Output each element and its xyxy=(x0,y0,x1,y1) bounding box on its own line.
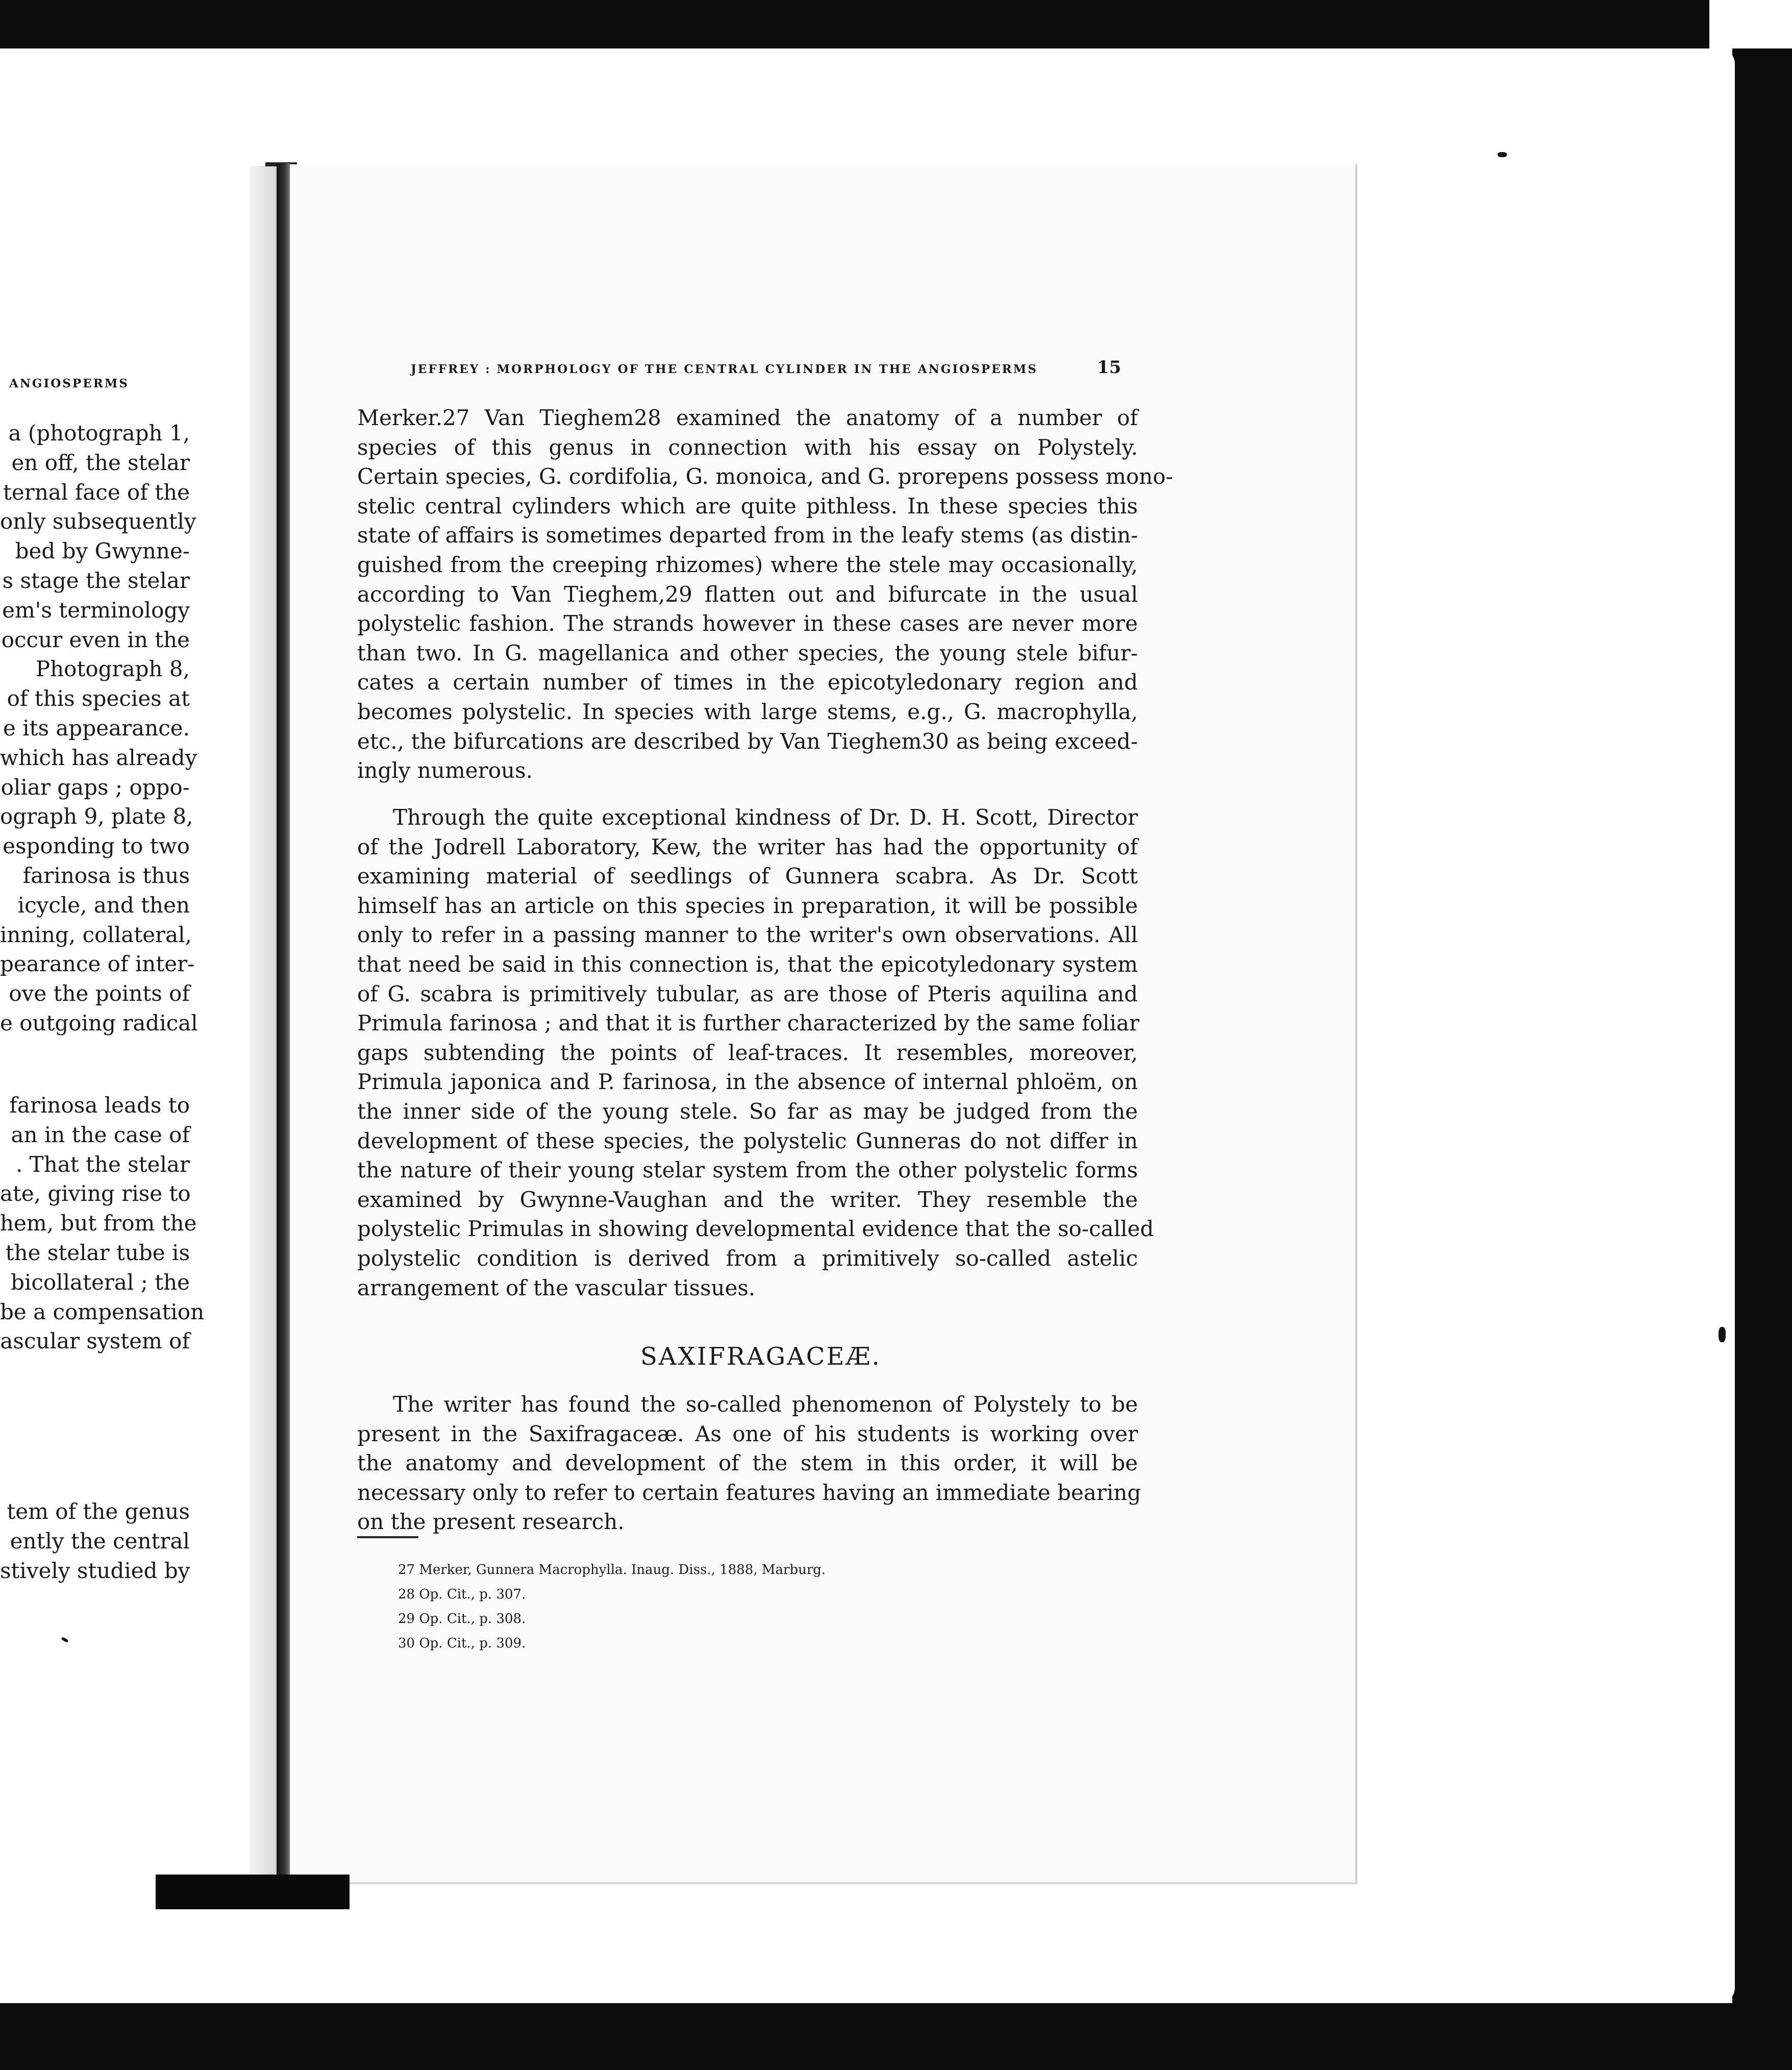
scan-border-top xyxy=(0,0,1709,48)
left-page-gutter-shadow xyxy=(250,166,277,1886)
dust-speck xyxy=(1719,1327,1726,1342)
text-line: inning, collateral, xyxy=(0,922,192,947)
text-line: tem of the genus xyxy=(7,1499,190,1524)
footnote: 30 Op. Cit., p. 309. xyxy=(398,1636,526,1651)
text-line: farinosa leads to xyxy=(9,1093,190,1118)
text-line: esponding to two xyxy=(3,833,190,859)
text-line: farinosa is thus xyxy=(22,862,190,888)
text-line: becomes polystelic. In species with large stems, e.g., G. macrophylla, xyxy=(357,699,1138,724)
text-line: of this species at xyxy=(7,686,190,711)
page-number: 15 xyxy=(1097,357,1122,378)
text-line: only to refer in a passing manner to the writer's own observations. All xyxy=(357,922,1138,948)
text-line: of G. scabra is primitively tubular, as are those of Pteris aquilina and xyxy=(357,981,1138,1006)
footnote: 29 Op. Cit., p. 308. xyxy=(398,1611,526,1627)
text-line: which has already xyxy=(0,745,197,770)
left-running-head: ANGIOSPERMS xyxy=(9,377,129,390)
text-line: the stelar tube is xyxy=(5,1240,190,1265)
text-line: . That the stelar xyxy=(15,1151,190,1177)
scan-target-block xyxy=(156,1875,350,1909)
text-line: Certain species, G. cordifolia, G. monoica, and G. prorepens possess mono- xyxy=(357,464,1173,489)
text-line: examined by Gwynne-Vaughan and the writer. They resemble the xyxy=(357,1187,1138,1212)
text-line: Primula farinosa ; and that it is further characterized by the same foliar xyxy=(357,1011,1139,1036)
dust-speck xyxy=(1498,152,1507,157)
text-line: development of these species, the polystelic Gunneras do not differ in xyxy=(357,1128,1138,1153)
left-text-block-2 xyxy=(0,1091,205,1356)
text-line: occur even in the xyxy=(1,627,190,652)
text-line: ascular system of xyxy=(0,1328,190,1354)
text-line: than two. In G. magellanica and other species, the young stele bifur- xyxy=(357,640,1138,666)
text-line: Merker.27 Van Tieghem28 examined the anatomy of a number of xyxy=(357,405,1138,430)
left-text-block-3 xyxy=(0,1497,190,1585)
text-line: The writer has found the so-called phenomenon of Polystely to be xyxy=(393,1392,1138,1417)
text-line: ograph 9, plate 8, xyxy=(0,804,193,829)
text-line: oliar gaps ; oppo- xyxy=(1,774,190,800)
text-line: arrangement of the vascular tissues. xyxy=(357,1275,756,1300)
text-line: examining material of seedlings of Gunnera scabra. As Dr. Scott xyxy=(357,864,1138,889)
text-line: polystelic fashion. The strands however in these cases are never more xyxy=(357,611,1138,636)
text-line: polystelic condition is derived from a primitively so-called astelic xyxy=(357,1245,1138,1271)
text-line: be a compensation xyxy=(0,1299,205,1324)
text-line: the anatomy and development of the stem in this order, it will be xyxy=(357,1450,1138,1476)
text-line: species of this genus in connection with his essay on Polystely. xyxy=(357,434,1138,460)
text-line: pearance of inter- xyxy=(0,951,195,977)
footnote: 28 Op. Cit., p. 307. xyxy=(398,1587,526,1602)
text-line: Through the quite exceptional kindness of Dr. D. H. Scott, Director xyxy=(393,805,1138,830)
text-line: etc., the bifurcations are described by Van Tieghem30 as being exceed- xyxy=(357,728,1138,754)
text-line: em's terminology xyxy=(2,597,190,623)
footnote-rule xyxy=(357,1536,418,1538)
text-line: the nature of their young stelar system from the other polystelic forms xyxy=(357,1157,1138,1183)
text-line: bicollateral ; the xyxy=(11,1269,190,1295)
text-line: guished from the creeping rhizomes) where the stele may occasionally, xyxy=(357,552,1138,577)
text-line: that need be said in this connection is, that the epicotyledonary system xyxy=(357,951,1138,977)
text-line: a (photograph 1, xyxy=(8,421,190,446)
text-line: e its appearance. xyxy=(3,715,190,741)
text-line: on the present research. xyxy=(357,1509,625,1535)
book-spine xyxy=(277,163,290,1893)
text-line: ove the points of xyxy=(9,981,190,1006)
text-line: according to Van Tieghem,29 flatten out and bifurcate in the usual xyxy=(357,581,1138,607)
text-line: stelic central cylinders which are quite pithless. In these species this xyxy=(357,493,1138,519)
section-heading: SAXIFRAGACEÆ. xyxy=(640,1342,881,1371)
paragraph-2 xyxy=(357,803,1154,1302)
text-line: e outgoing radical xyxy=(0,1010,198,1036)
text-line: present in the Saxifragaceæ. As one of his students is working over xyxy=(357,1421,1138,1446)
text-line: ently the central xyxy=(10,1528,190,1554)
running-head: JEFFREY : MORPHOLOGY OF THE CENTRAL CYLINDER IN THE ANGIOSPERMS xyxy=(411,362,1038,376)
text-line: himself has an article on this species in preparation, it will be possible xyxy=(357,893,1138,918)
text-line: gaps subtending the points of leaf-traces. It resembles, moreover, xyxy=(357,1040,1138,1065)
text-line: stively studied by xyxy=(0,1558,190,1583)
text-line: ingly numerous. xyxy=(357,758,533,783)
scan-border-bottom xyxy=(0,2003,1792,2070)
paragraph-1 xyxy=(357,403,1173,785)
text-line: Photograph 8, xyxy=(35,656,190,682)
text-line: bed by Gwynne- xyxy=(15,538,190,564)
text-line: an in the case of xyxy=(11,1122,190,1147)
text-line: polystelic Primulas in showing developmental evidence that the so-called xyxy=(357,1216,1154,1242)
text-line: the inner side of the young stele. So far as may be judged from the xyxy=(357,1098,1138,1124)
text-line: icycle, and then xyxy=(17,892,190,918)
footnote: 27 Merker, Gunnera Macrophylla. Inaug. Diss., 1888, Marburg. xyxy=(398,1562,826,1578)
text-line: s stage the stelar xyxy=(2,568,190,593)
text-line: en off, the stelar xyxy=(11,450,190,475)
text-line: Primula japonica and P. farinosa, in the absence of internal phloëm, on xyxy=(357,1069,1138,1095)
text-line: cates a certain number of times in the epicotyledonary region and xyxy=(357,670,1138,695)
text-line: of the Jodrell Laboratory, Kew, the writer has had the opportunity of xyxy=(357,834,1138,859)
text-line: ate, giving rise to xyxy=(0,1181,191,1206)
text-line: hem, but from the xyxy=(0,1211,197,1236)
scan-border-right xyxy=(1732,48,1792,2003)
footnotes xyxy=(398,1558,826,1656)
left-text-block-1 xyxy=(0,418,198,1038)
text-line: state of affairs is sometimes departed from in the leafy stems (as distin- xyxy=(357,523,1138,548)
text-line: ternal face of the xyxy=(3,479,190,505)
paragraph-3 xyxy=(357,1390,1141,1537)
text-line: necessary only to refer to certain features having an immediate bearing xyxy=(357,1480,1141,1505)
text-line: only subsequently xyxy=(0,509,196,534)
